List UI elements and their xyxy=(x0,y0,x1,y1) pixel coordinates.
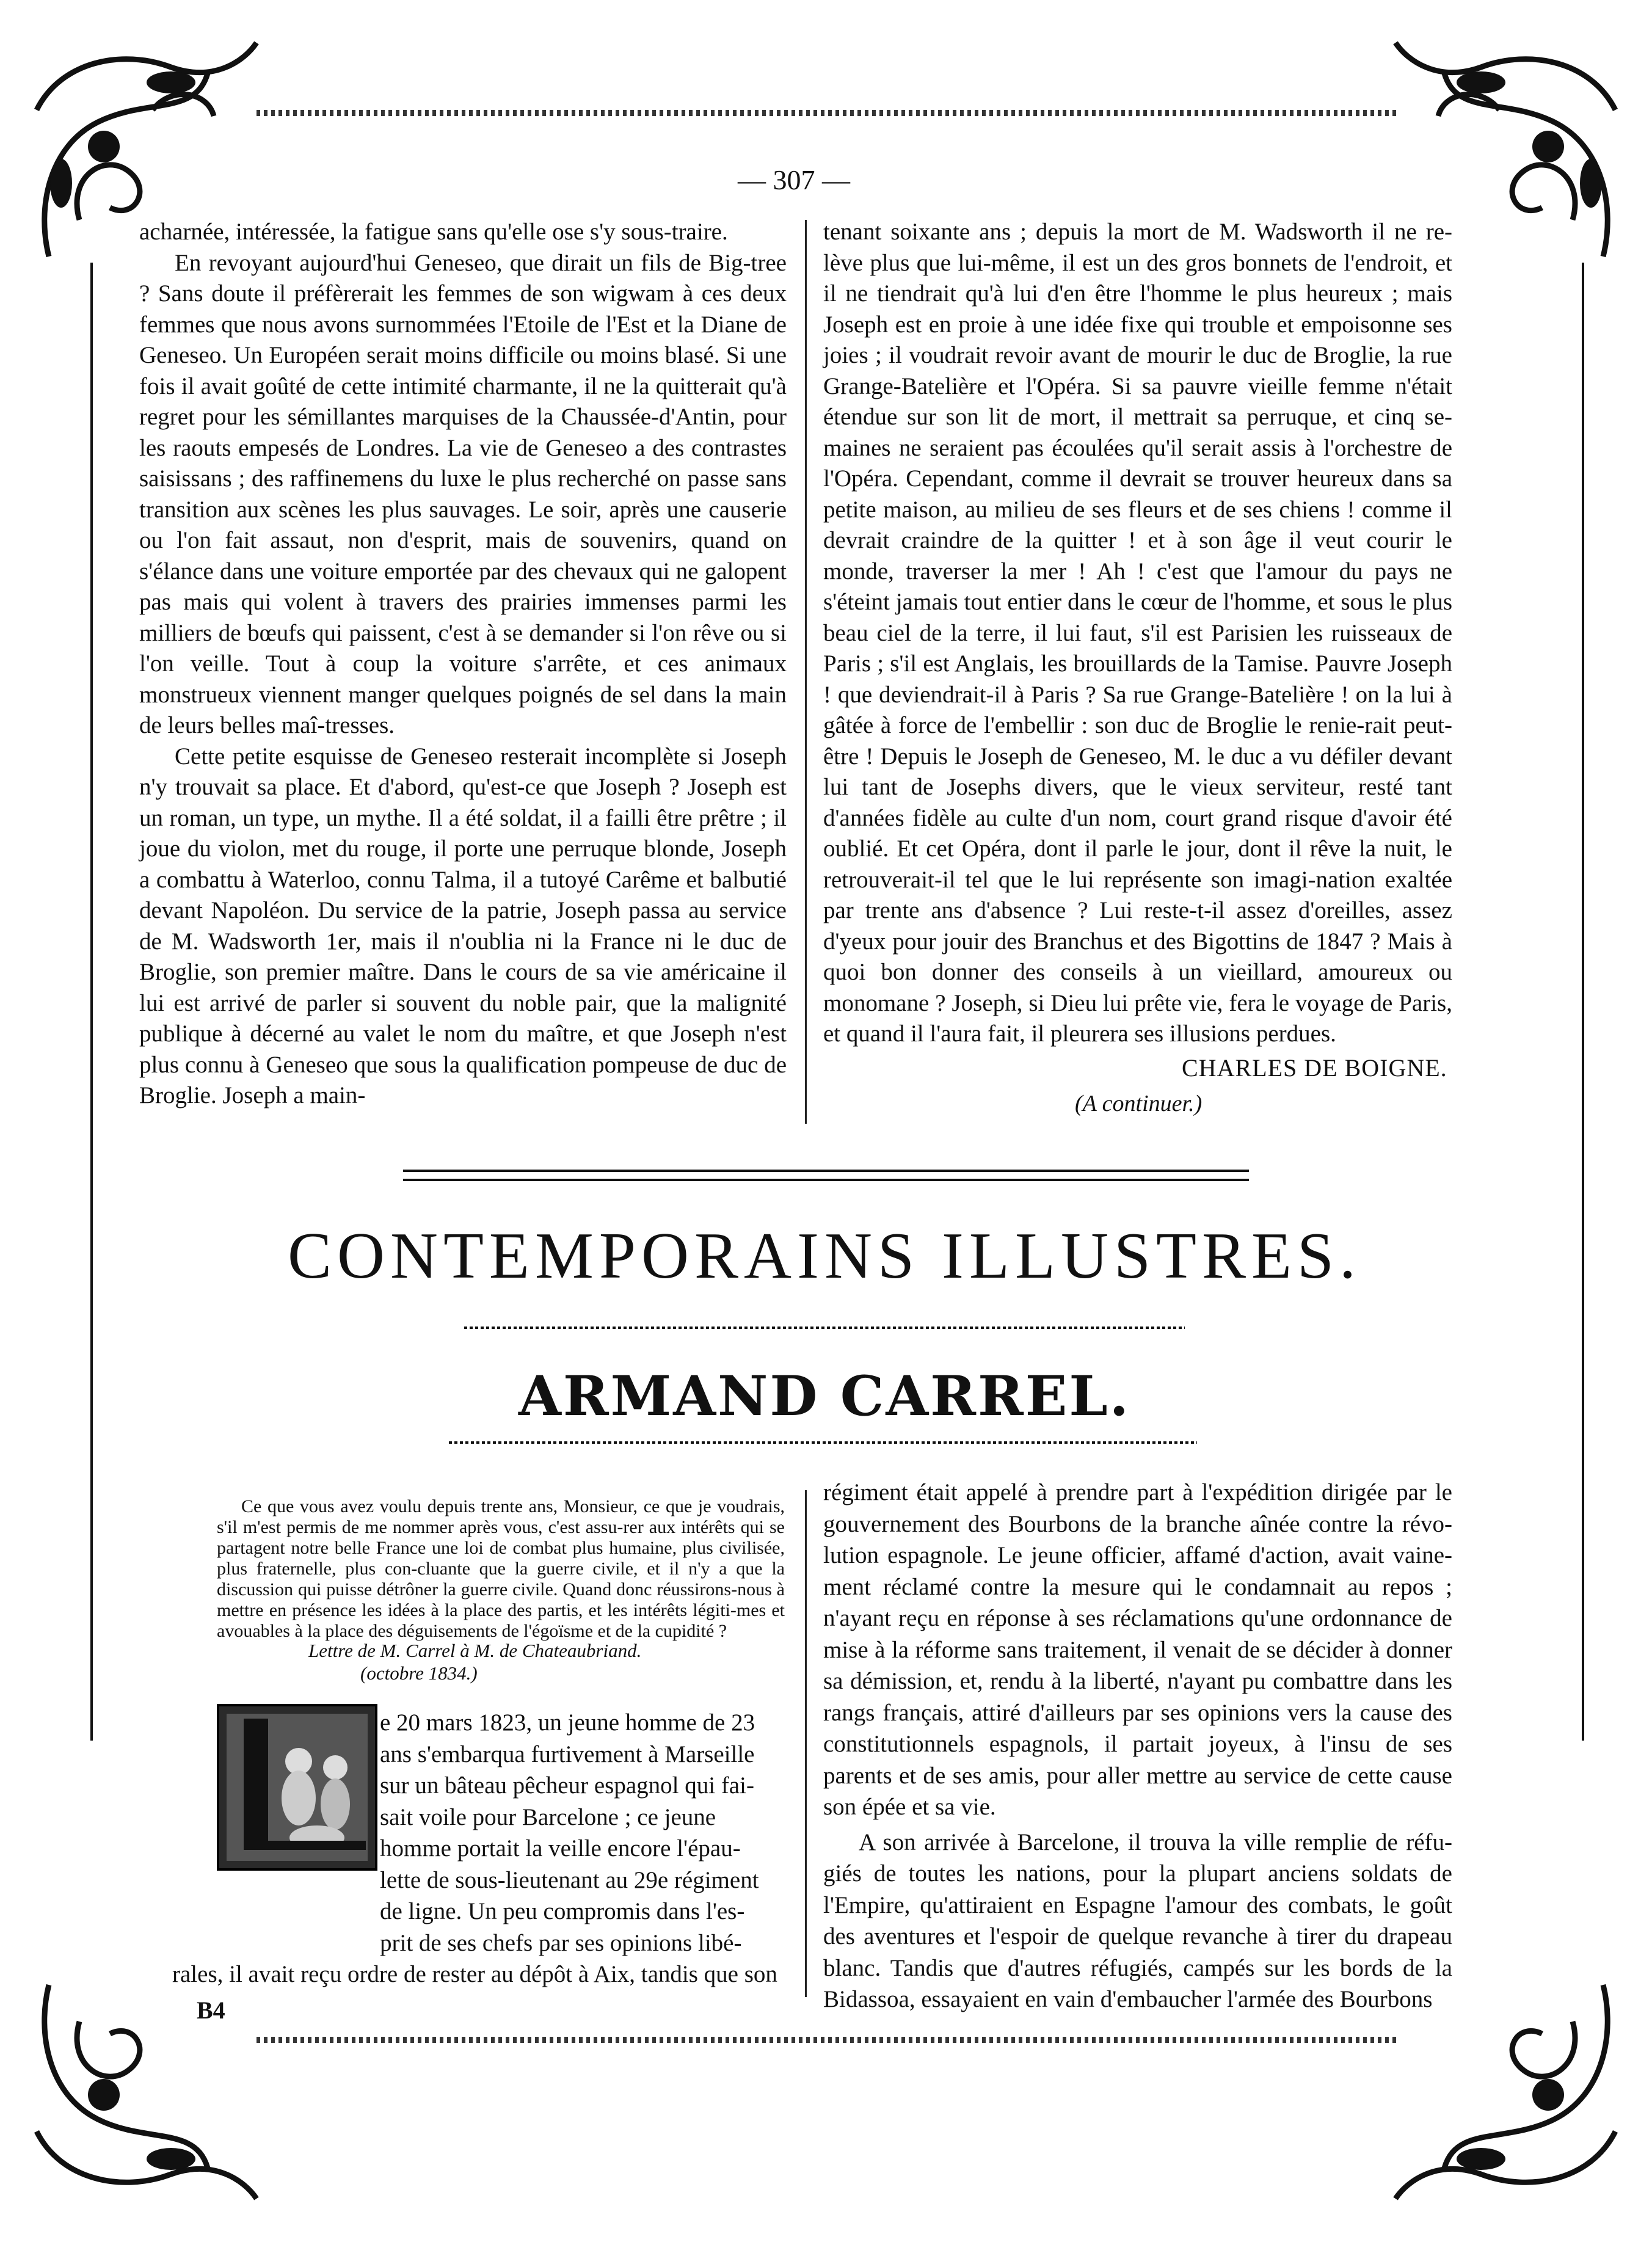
article1-continuation: (A continuer.) xyxy=(1075,1091,1203,1116)
printer-signature-mark: B4 xyxy=(197,1996,225,2024)
article2-line-6: lette de sous-lieutenant au 29e régiment xyxy=(380,1866,759,1893)
article2-right-paragraph-2: A son arrivée à Barcelone, il trouva la ville remplie de réfu-giés de toutes les nations, pour la plupart anciens soldats de l'Empire, qu'attiraient en Espagne l'amour des combats, le goût des aventures et l'espoir de quelque revanche à tirer du drapeau blanc. Tandis que d'autres réfugiés, campés sur les bords de la Bidassoa, essayaient en vain d'embaucher l'armée des Bourbons xyxy=(823,1829,1452,2012)
section-separator-rule xyxy=(403,1170,1249,1181)
article1-left-paragraph-3: Cette petite esquisse de Geneseo resterait incomplète si Joseph n'y trouvait sa place. Et d'abord, qu'est-ce que Joseph ? Joseph est un roman, un type, un mythe. Il a été soldat, il a failli être prêtre ; il joue du violon, met du rouge, il porte une perruque blonde, Joseph a combattu à Waterloo, connu Talma, il a tutoyé Carême et balbutié devant Napoléon. Du service de la patrie, Joseph passa au service de M. Wadsworth 1er, mais il n'oublia ni la France ni le duc de Broglie, son premier maître. Dans le cours de sa vie américaine il lui est arrivé de parler si souvent du noble pair, que la malignité publique à décerné au valet le nom du maître, et que Joseph n'est plus connu à Geneseo que sous la qualification pompeuse de duc de Broglie. Joseph a main- xyxy=(139,743,787,1108)
article2-line-2: ans s'embarqua furtivement à Marseille xyxy=(380,1741,755,1767)
article2-line-7: de ligne. Un peu compromis dans l'es- xyxy=(380,1898,745,1924)
section-title: CONTEMPORAINS ILLUSTRES. xyxy=(287,1220,1362,1292)
article2-line-3: sur un bâteau pêcheur espagnol qui fai- xyxy=(380,1772,754,1799)
subject-title-underline xyxy=(449,1441,1197,1444)
epigraph-attribution: Lettre de M. Carrel à M. de Chateaubriand. xyxy=(308,1640,642,1661)
corner-ornament-bottom-left-icon xyxy=(12,1960,269,2217)
article1-left-paragraph-2: En revoyant aujourd'hui Geneseo, que dirait un fils de Big-tree ? Sans doute il préfèrerait les femmes de son wigwam à ces deux femmes que nous avons surnommées l'Etoile de l'Est et la Diane de Geneseo. Un Européen serait moins difficile ou moins blasé. Si une fois il avait goûté de cette intimité charmante, il ne la quitterait qu'à regret pour les sémillantes marquises de la Chaussée-d'Antin, pour les raouts empesés de Londres. La vie de Geneseo a des contrastes saisissans ; des raffinemens du luxe le plus recherché on passe sans transition aux scènes les plus sauvages. Le soir, après une causerie ou l'on fait assaut, non d'esprit, mais de souvenirs, quand on s'élance dans une voiture emportée par des chevaux qui ne galopent pas mais qui volent à travers des prairies immenses parmi les milliers de bœufs qui paissent, c'est à se demander si l'on rêve ou si l'on veille. Tout à coup la voiture s'arrête, et ces animaux monstrueux viennent manger quelques poignés de sel dans la main de leurs belles maî-tresses. xyxy=(139,249,787,738)
article2-right-paragraph-1: régiment était appelé à prendre part à l'expédition dirigée par le gouvernement des Bourbons de la branche aînée contre la révo-lution espagnole. Le jeune officier, affamé d'action, avait vaine-ment réclamé contre la mesure qui le condamnait au repos ; n'ayant reçu en réponse à ses réclamations qu'une ordonnance de mise à la réforme sans traitement, il venait de se décider à donner sa démission, et, rendu à la liberté, n'ayant pu combattre dans les rangs français, attiré d'ailleurs par ses opinions vers la cause des constitutionnels espagnols, il partait joyeux, à l'insu de ses parents et de ses amis, pour aller mettre au service de cette cause son épée et sa vie. xyxy=(823,1479,1452,1820)
article2-line-8: prit de ses chefs par ses opinions libé- xyxy=(380,1929,742,1956)
article2-column-divider xyxy=(805,1490,807,1997)
article2-line-5: homme portait la veille encore l'épau- xyxy=(380,1835,741,1862)
epigraph-date: (octobre 1834.) xyxy=(360,1662,478,1684)
article2-tail-line: rales, il avait reçu ordre de rester au dépôt à Aix, tandis que son xyxy=(172,1961,777,1987)
left-border-rule xyxy=(90,263,93,1741)
page-number: — 307 — xyxy=(738,164,850,195)
bottom-border-rule xyxy=(257,2037,1399,2043)
article2-line-1: e 20 mars 1823, un jeune homme de 23 xyxy=(380,1709,755,1736)
article1-left-column xyxy=(139,217,787,1112)
article2-left-tail xyxy=(172,1959,786,1990)
article1-signature: CHARLES DE BOIGNE. xyxy=(1182,1054,1447,1082)
article1-right-column xyxy=(823,217,1452,1050)
engraved-dropcap-l-icon xyxy=(217,1704,377,1871)
epigraph-quote: Ce que vous avez voulu depuis trente ans, Monsieur, ce que je voudrais, s'il m'est permis de me nommer après vous, c'est assu-rer aux intérêts qui se partagent notre belle France une loi de combat plus humaine, plus civilisée, plus fraternelle, plus con-cluante que la guerre civile, et il n'y a que la discussion qui puisse détrôner la guerre civile. Quand donc réussirons-nous à mettre en présence les idées à la place des partis, et les intérêts légiti-mes et avouables à la place des déguisements de l'égoïsme et de la cupidité ? xyxy=(217,1496,785,1641)
article1-left-paragraph-1: acharnée, intéressée, la fatigue sans qu'elle ose s'y sous-traire. xyxy=(139,219,728,245)
subject-title: ARMAND CARREL. xyxy=(519,1364,1130,1429)
right-border-rule xyxy=(1582,263,1584,1741)
top-border-rule xyxy=(257,110,1399,116)
section-title-underline xyxy=(464,1327,1185,1329)
article2-left-column xyxy=(380,1707,786,1959)
article2-right-column xyxy=(823,1477,1452,2015)
article1-column-divider xyxy=(805,220,807,1124)
article2-line-4: sait voile pour Barcelone ; ce jeune xyxy=(380,1803,716,1830)
article1-right-paragraph-1: tenant soixante ans ; depuis la mort de M. Wadsworth il ne re-lève plus que lui-même, il est un des gros bonnets de l'endroit, et il ne tiendrait qu'à lui d'en être l'homme le plus heureux ; mais Joseph est en proie à une idée fixe qui trouble et empoisonne ses joies ; il voudrait revoir avant de mourir le duc de Broglie, la rue Grange-Batelière et l'Opéra. Si sa pauvre vieille femme n'était étendue sur son lit de mort, il mettrait sa perruque, et cinq se-maines ne seraient pas écoulées qu'il serait assis à l'orchestre de l'Opéra. Cependant, comme il devrait se trouver heureux dans sa petite maison, au milieu de ses fleurs et de ses chiens ! comme il devrait craindre de la quitter ! et à son âge il veut courir le monde, traverser la mer ! Ah ! c'est que l'amour du pays ne s'éteint jamais tout entier dans le cœur de l'homme, et sous le plus beau ciel de la terre, il lui faut, s'il est Parisien les ruisseaux de Paris ; s'il est Anglais, les brouillards de la Tamise. Pauvre Joseph ! que deviendrait-il à Paris ? Sa rue Grange-Batelière ! on la lui à gâtée à force de l'embellir : son duc de Broglie le renie-rait peut-être ! Depuis le Joseph de Geneseo, M. le duc a vu défiler devant lui tant de Josephs divers, que le vieux serviteur, resté tant d'années fidèle au culte d'un nom, court grand risque d'avoir été oublié. Et cet Opéra, dont il parle le jour, dont il rêve la nuit, le retrouverait-il tel que le lui représente son imagi-nation exaltée par trente ans d'absence ? Lui reste-t-il assez d'oreilles, assez d'yeux pour jouir des Branchus et des Bigottins de 1847 ? Mais à quoi bon donner des conseils à un vieillard, amoureux ou monomane ? Joseph, si Dieu lui prête vie, fera le voyage de Paris, et quand il l'aura fait, il pleurera ses illusions perdues. xyxy=(823,219,1452,1047)
